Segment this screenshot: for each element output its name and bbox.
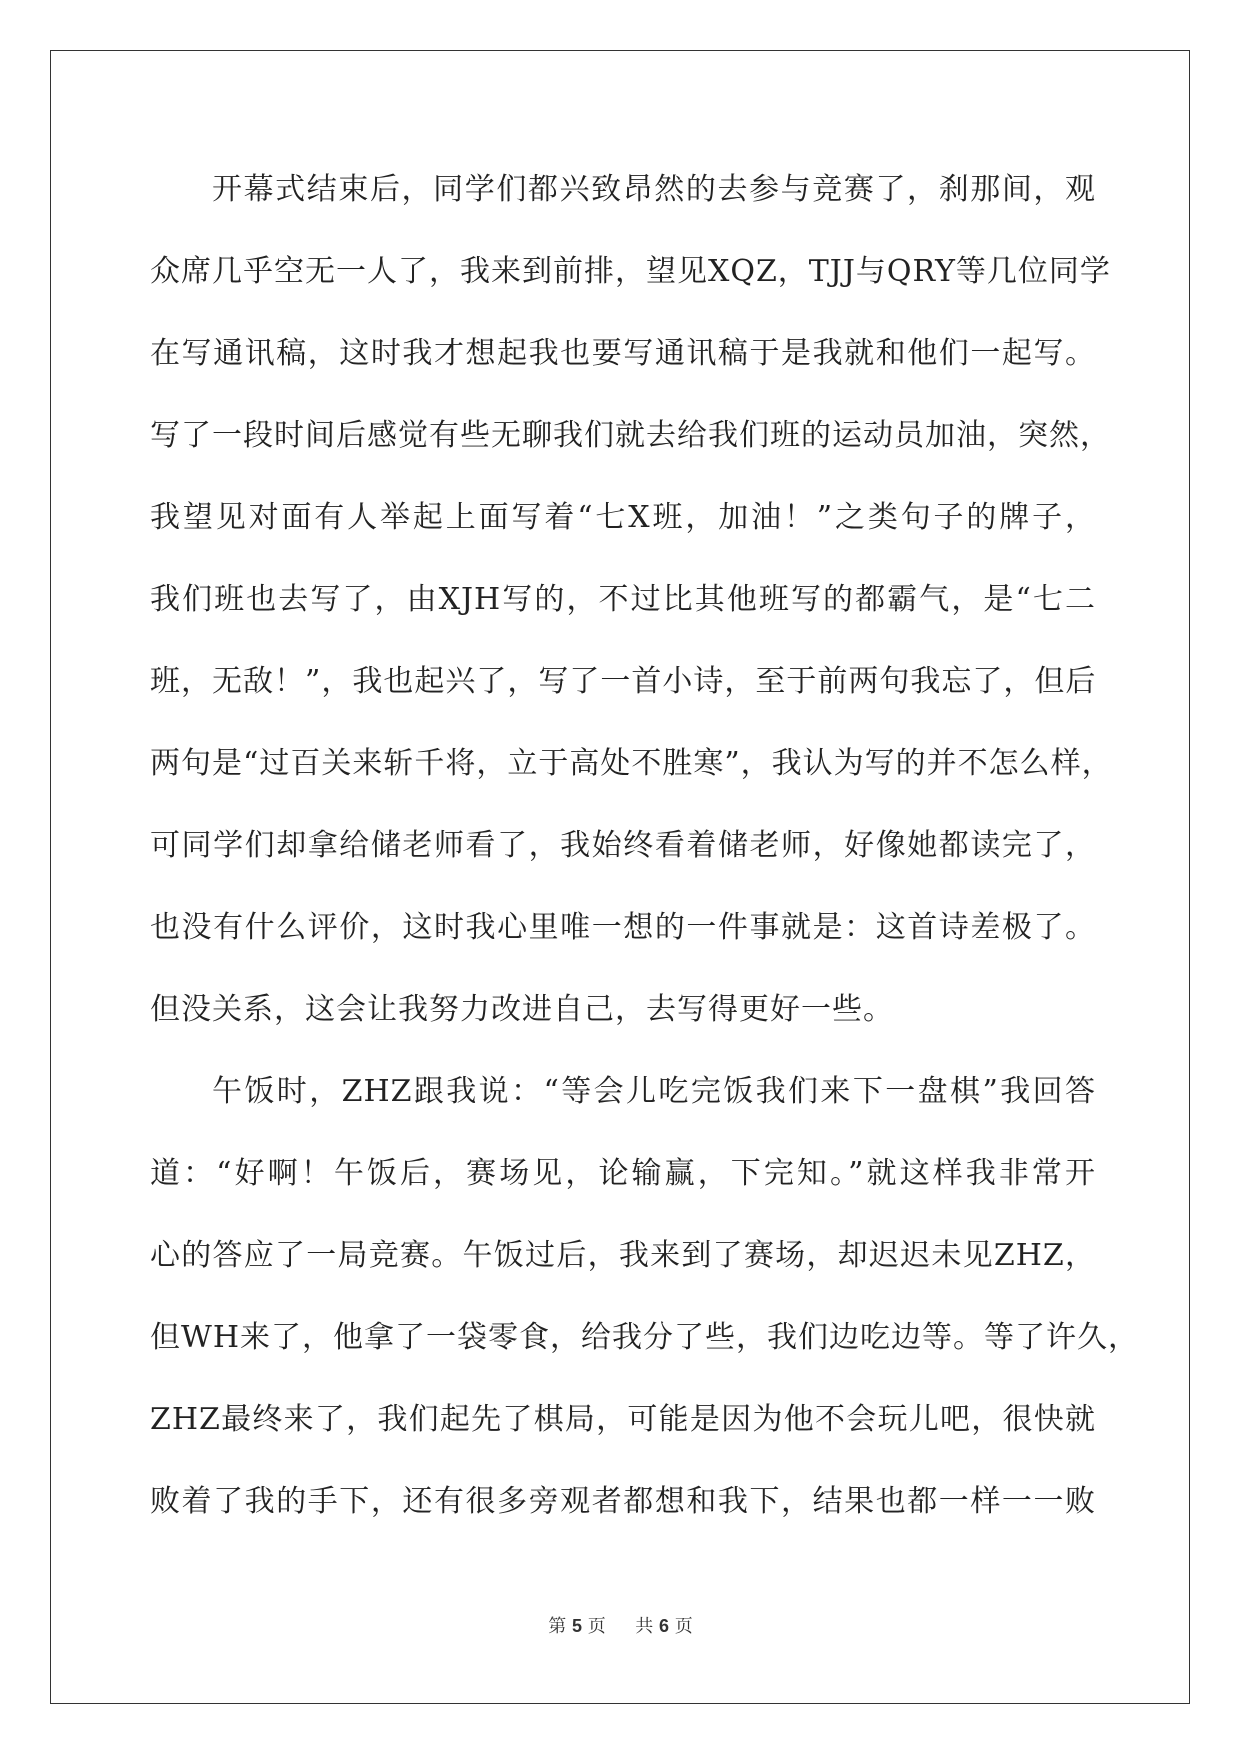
page-footer — [0, 1612, 1241, 1638]
total-pages-number: 6 — [658, 1616, 669, 1636]
footer-page-unit: 页 — [587, 1616, 606, 1637]
document-body — [150, 160, 1139, 1554]
footer-total-prefix: 共 — [635, 1616, 654, 1637]
paragraph-1-line-7: 班，无敌！”，我也起兴了，写了一首小诗，至于前两句我忘了，但后 — [150, 664, 1097, 699]
footer-total-unit: 页 — [674, 1616, 693, 1637]
paragraph-2-line-5: ZHZ最终来了，我们起先了棋局，可能是因为他不会玩儿吧，很快就 — [150, 1402, 1096, 1437]
paragraph-2-line-2: 道：“好啊！午饭后，赛场见，论输赢，下完知。”就这样我非常开 — [150, 1156, 1096, 1191]
paragraph-1-line-9: 可同学们却拿给储老师看了，我始终看着储老师，好像她都读完了， — [150, 828, 1096, 863]
paragraph-2-line-1: 午饭时，ZHZ跟我说：“等会儿吃完饭我们来下一盘棋”我回答 — [212, 1074, 1096, 1109]
paragraph-2-line-4: 但WH来了，他拿了一袋零食，给我分了些，我们边吃边等。等了许久， — [150, 1320, 1139, 1355]
paragraph-1-line-11: 但没关系，这会让我努力改进自己，去写得更好一些。 — [150, 992, 894, 1027]
paragraph-1-line-4: 写了一段时间后感觉有些无聊我们就去给我们班的运动员加油，突然， — [150, 418, 1111, 453]
paragraph-2-line-6: 败着了我的手下，还有很多旁观者都想和我下，结果也都一样一一败 — [150, 1484, 1096, 1519]
paragraph-1-line-5: 我望见对面有人举起上面写着“七X班，加油！”之类句子的牌子， — [150, 500, 1096, 535]
paragraph-1-line-10: 也没有什么评价，这时我心里唯一想的一件事就是：这首诗差极了。 — [150, 910, 1096, 945]
paragraph-1-line-3: 在写通讯稿，这时我才想起我也要写通讯稿于是我就和他们一起写。 — [150, 336, 1096, 371]
current-page-number: 5 — [572, 1616, 583, 1636]
paragraph-1-line-2: 众席几乎空无一人了，我来到前排，望见XQZ，TJJ与QRY等几位同学 — [150, 254, 1111, 289]
paragraph-1-line-6: 我们班也去写了，由XJH写的，不过比其他班写的都霸气，是“七二 — [150, 582, 1096, 617]
footer-prefix: 第 — [548, 1616, 567, 1637]
paragraph-1-line-1: 开幕式结束后，同学们都兴致昂然的去参与竞赛了，刹那间，观 — [212, 172, 1096, 207]
paragraph-2-line-3: 心的答应了一局竞赛。午饭过后，我来到了赛场，却迟迟未见ZHZ， — [150, 1238, 1096, 1273]
paragraph-1-line-8: 两句是“过百关来斩千将，立于高处不胜寒”，我认为写的并不怎么样， — [150, 746, 1113, 781]
